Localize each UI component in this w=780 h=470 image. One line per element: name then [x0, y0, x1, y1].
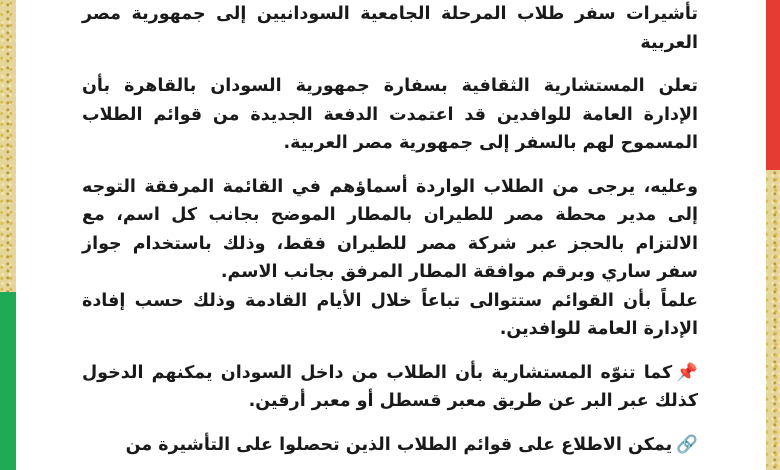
paragraph-intro: تعلن المستشارية الثقافية بسفارة جمهورية السودان بالقاهرة بأن الإدارة العامة للوافدين قد اعتمدت الدفعة الجديدة من قوائم الطلاب المسموح لهم بالسفر إلى جمهورية مصر العربية. [82, 76, 698, 153]
paragraph-land-entry [82, 359, 698, 416]
paragraph-lists-link[interactable] [82, 431, 698, 460]
announcement-panel [16, 0, 766, 470]
paragraph-note: علماً بأن القوائم ستتوالى تباعاً خلال الأيام القادمة وذلك حسب إفادة الإدارة العامة للوافدين. [82, 290, 698, 339]
green-accent-stripe [0, 292, 16, 470]
announcement-text [82, 0, 698, 459]
paragraph-instructions: وعليه، يرجى من الطلاب الواردة أسماؤهم في القائمة المرفقة التوجه إلى مدير محطة مصر للطيران بالمطار الموضح بجانب كل اسم، مع الالتزام بالحجز عبر شركة مصر للطيران فقط، وذلك باستخدام جواز سفر ساري وبرقم موافقة المطار المرفق بجانب الاسم. [82, 176, 698, 282]
red-accent-stripe [766, 0, 780, 170]
announcement-title: تأشيرات سفر طلاب المرحلة الجامعية السودانيين إلى جمهورية مصر العربية [82, 4, 698, 53]
paragraph-lists-link-text: يمكن الاطلاع على قوائم الطلاب الذين تحصلوا على التأشيرة من [125, 434, 673, 455]
paragraph-land-entry-text: كما تنوّه المستشارية بأن الطلاب من داخل السودان يمكنهم الدخول كذلك عبر البر عن طريق معبر قسطل أو معبر أرقين. [82, 362, 698, 411]
link-icon: 🔗 [676, 434, 698, 455]
pushpin-icon: 📌 [676, 362, 698, 383]
